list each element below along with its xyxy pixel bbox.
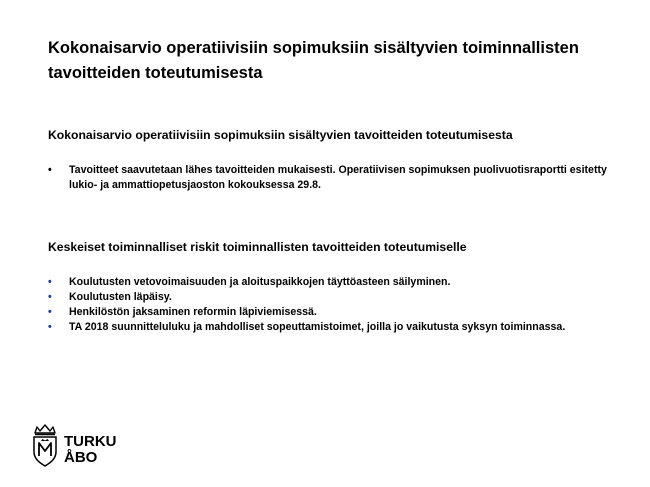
section-heading-risks: Keskeiset toiminnalliset riskit toiminnallisten tavoitteiden toteutumiselle bbox=[48, 240, 467, 254]
list-item-text: Koulutusten vetovoimaisuuden ja aloituspaikkojen täyttöasteen säilyminen. bbox=[69, 276, 451, 288]
risks-bullet-list bbox=[48, 275, 608, 335]
list-item bbox=[48, 163, 608, 193]
bullet-icon: • bbox=[48, 276, 52, 288]
assessment-bullet-list bbox=[48, 163, 608, 193]
list-item bbox=[48, 320, 608, 335]
turku-abo-logo bbox=[30, 424, 130, 470]
bullet-icon: • bbox=[48, 164, 52, 176]
turku-crest-icon bbox=[30, 424, 60, 468]
logo-wordmark bbox=[64, 434, 117, 466]
list-item-text: Tavoitteet saavutetaan lähes tavoitteiden mukaisesti. Operatiivisen sopimuksen puolivuotisraportti esitetty lukio- ja ammattiopetusjaoston kokouksessa 29.8. bbox=[69, 164, 607, 191]
list-item-text: Henkilöstön jaksaminen reformin läpiviemisessä. bbox=[69, 306, 317, 318]
list-item bbox=[48, 305, 608, 320]
section-heading-assessment: Kokonaisarvio operatiivisiin sopimuksiin sisältyvien tavoitteiden toteutumisesta bbox=[48, 128, 513, 142]
bullet-icon: • bbox=[48, 321, 52, 333]
list-item-text: TA 2018 suunnitteluluku ja mahdolliset sopeuttamistoimet, joilla jo vaikutusta syksyn toiminnassa. bbox=[69, 321, 566, 333]
list-item bbox=[48, 290, 608, 305]
slide-title: Kokonaisarvio operatiivisiin sopimuksiin sisältyvien toiminnallisten tavoitteiden toteutumisesta bbox=[48, 39, 579, 82]
logo-line-abo: ÅBO bbox=[64, 449, 98, 466]
list-item-text: Koulutusten läpäisy. bbox=[69, 291, 172, 303]
bullet-icon: • bbox=[48, 306, 52, 318]
bullet-icon: • bbox=[48, 291, 52, 303]
logo-line-turku: TURKU bbox=[64, 433, 117, 450]
list-item bbox=[48, 275, 608, 290]
